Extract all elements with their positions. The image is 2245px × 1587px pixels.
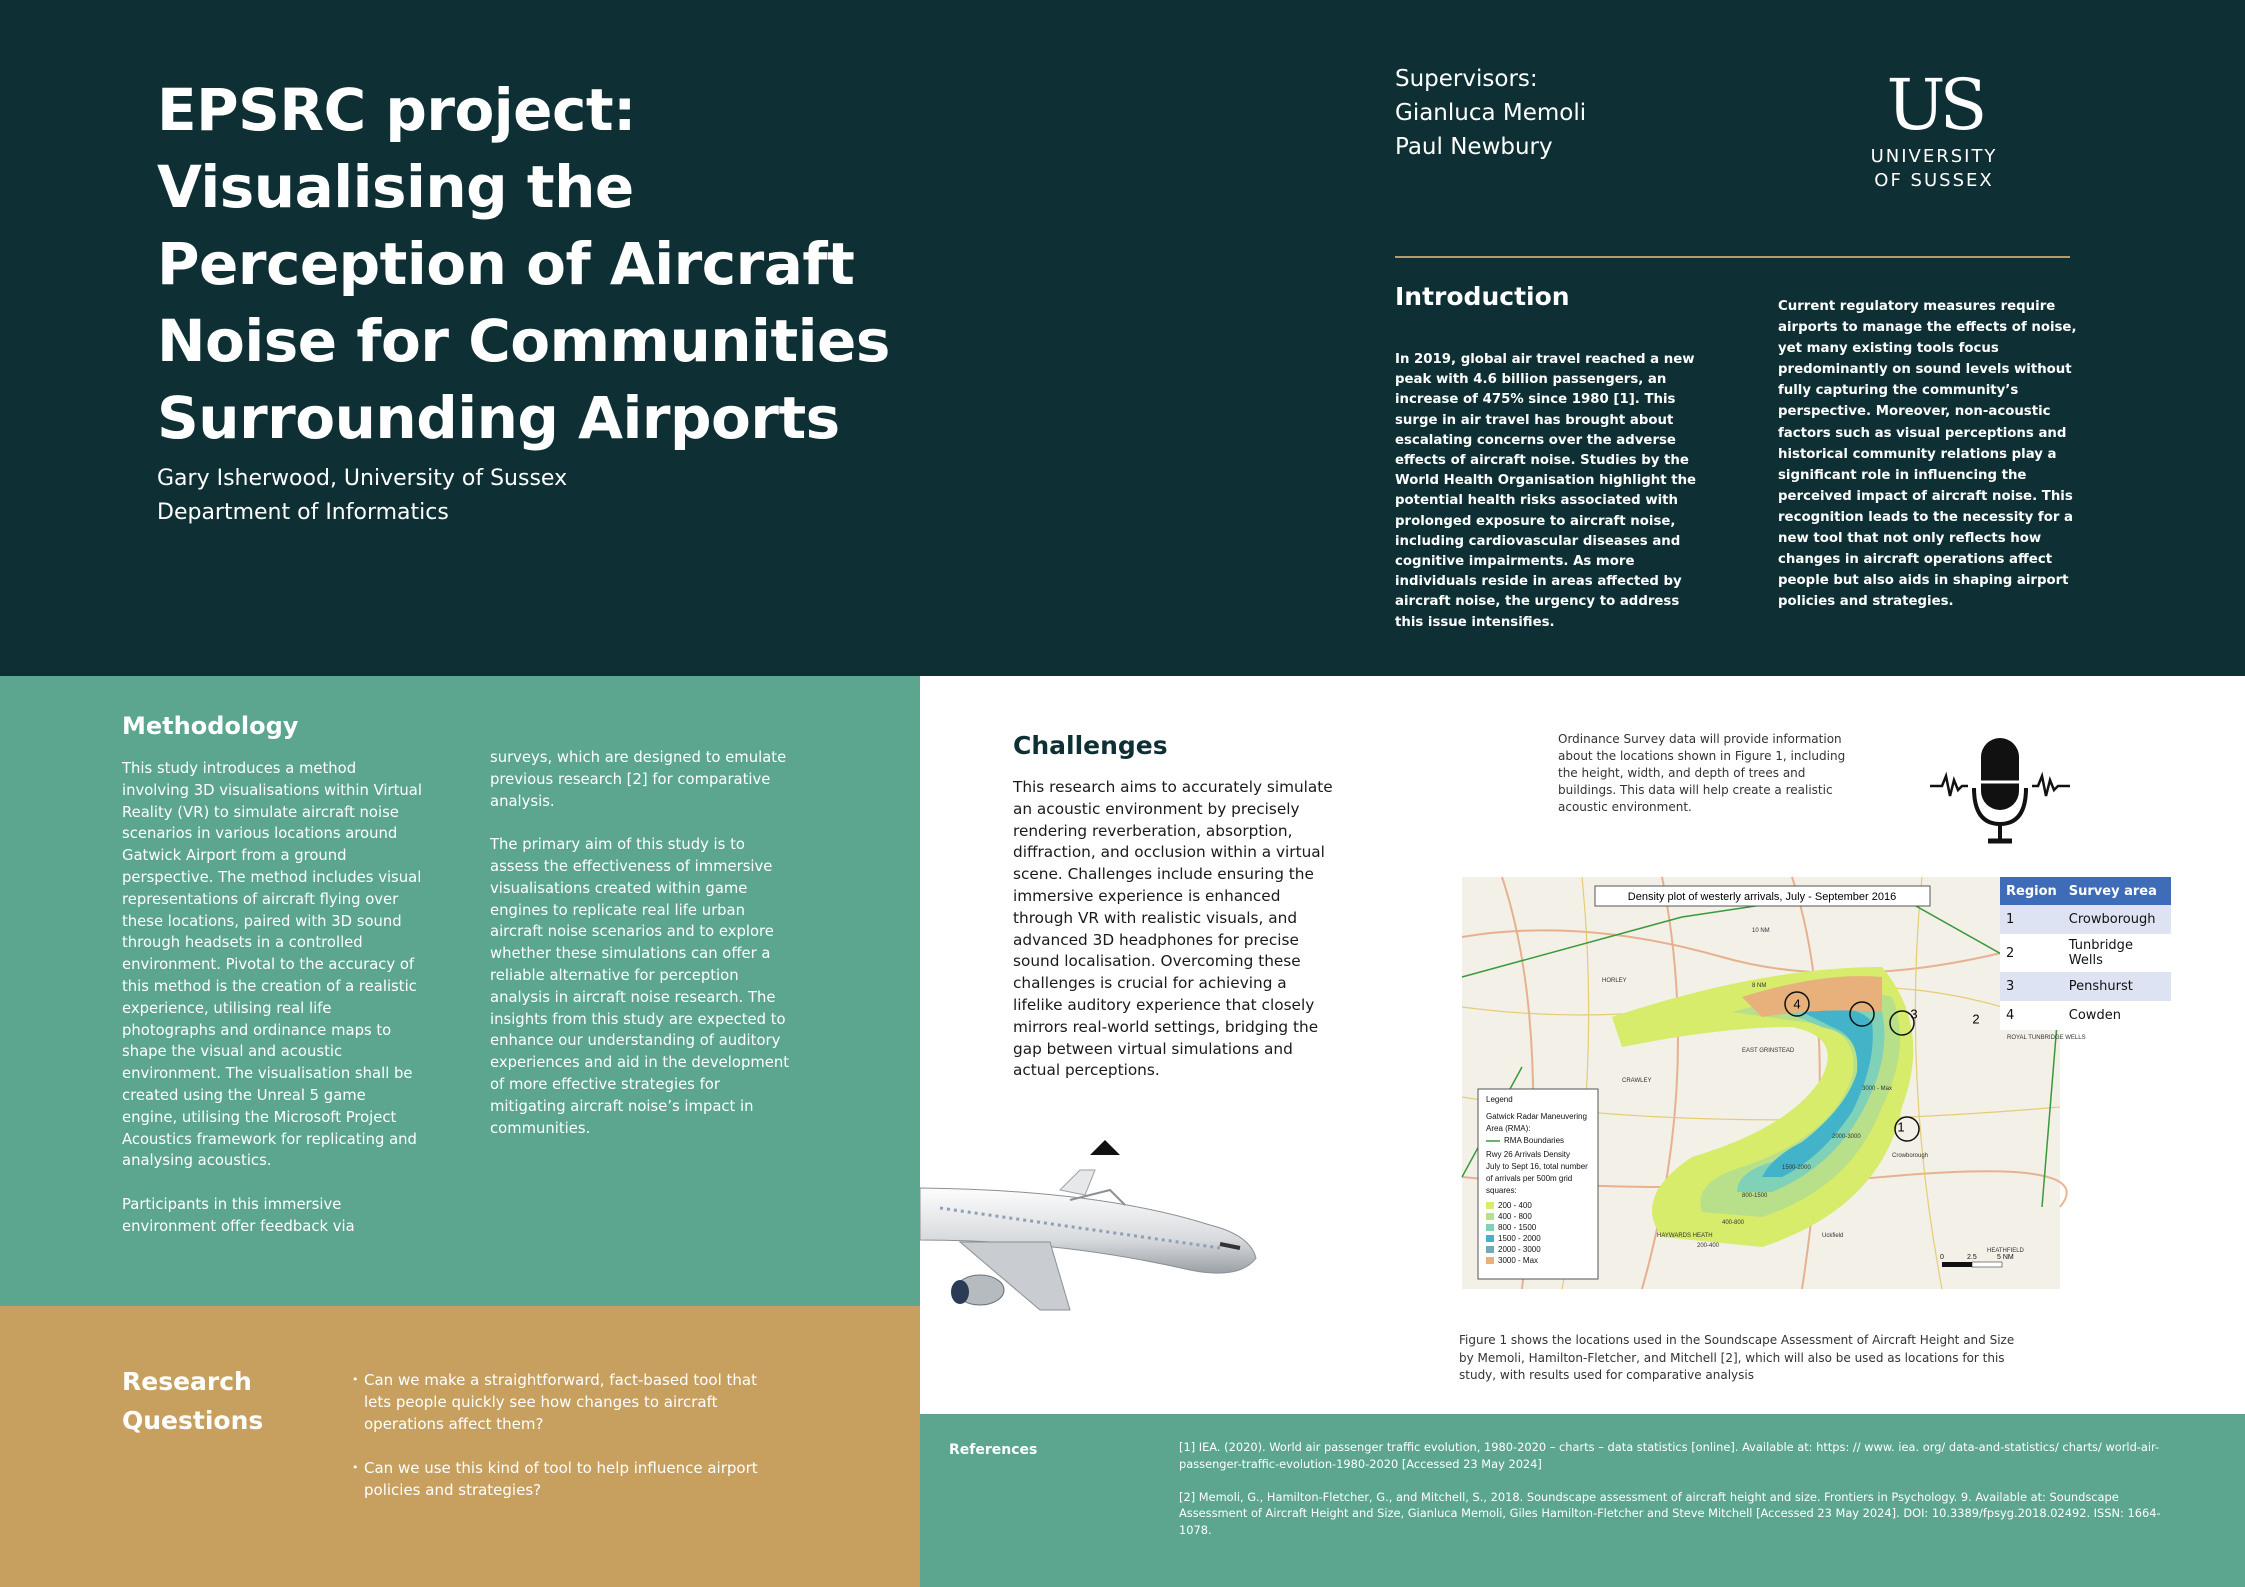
supervisors-label: Supervisors: (1395, 66, 1538, 92)
table-row (2000, 972, 2171, 1001)
scale-label: 0 (1940, 1254, 1944, 1261)
challenges-heading: Challenges (1013, 731, 1168, 760)
map-label: 3000 - Max (1862, 1086, 1893, 1092)
table-cell: Crowborough (2063, 905, 2171, 934)
map-title: Density plot of westerly arrivals, July - September 2016 (1627, 891, 1897, 903)
title-line: Noise for Communities (157, 307, 890, 375)
map-label: HAYWARDS HEATH (1657, 1233, 1713, 1239)
legend-item-label: 200 - 400 (1498, 1201, 1532, 1210)
divider (1395, 256, 2070, 258)
airplane-illustration (920, 1130, 1320, 1330)
table-cell: Penshurst (2063, 972, 2171, 1001)
legend-swatch (1486, 1235, 1494, 1242)
table-cell: 2 (2000, 934, 2063, 972)
legend-item-label: 1500 - 2000 (1498, 1234, 1541, 1243)
legend-text: Rwy 26 Arrivals Density (1486, 1150, 1571, 1159)
table-cell: Tunbridge Wells (2063, 934, 2171, 972)
legend-swatch (1486, 1213, 1494, 1220)
methodology-heading: Methodology (122, 712, 299, 740)
supervisor-name: Gianluca Memoli (1395, 100, 1587, 126)
table-row (2000, 905, 2171, 934)
references-list (1179, 1439, 2179, 1555)
map-label: 200-400 (1697, 1243, 1720, 1249)
methodology-section (0, 676, 920, 1306)
title-line: Surrounding Airports (157, 384, 840, 452)
map-label: 8 NM (1752, 983, 1767, 989)
supervisor-name: Paul Newbury (1395, 134, 1553, 160)
scale-label: 2.5 (1967, 1254, 1977, 1261)
legend-text: Area (RMA): (1486, 1124, 1531, 1133)
references-heading: References (949, 1442, 1038, 1458)
map-label: Crowborough (1892, 1153, 1929, 1159)
map-label: 2000-3000 (1832, 1134, 1861, 1140)
methodology-paragraph: This study introduces a method involving 3D visualisations within Virtual Reality (VR) to simulate aircraft noise scenarios in various locations around Gatwick Airport from a ground perspective. The method includes visual representations of aircraft flying over these locations, paired with 3D sound through headsets in a controlled environment. Pivotal to the accuracy of this method is the creation of a realistic experience, utilising real life photographs and ordinance maps to shape the visual and acoustic environment. The visualisation shall be created using the Unreal 5 game engine, utilising the Microsoft Project Acoustics framework for replicating and analysing acoustics. (122, 760, 422, 1170)
table-row (2000, 1001, 2171, 1030)
map-marker-label: 1 (1897, 1119, 1905, 1135)
scale-label: 5 NM (1997, 1254, 2014, 1261)
legend-text: RMA Boundaries (1504, 1136, 1565, 1145)
legend-text: of arrivals per 500m grid (1486, 1174, 1573, 1183)
logo-text: OF SUSSEX (1874, 170, 1994, 191)
author-block (157, 462, 567, 530)
introduction-column-2: Current regulatory measures require airports to manage the effects of noise, yet many existing tools focus predominantly on sound levels without fully capturing the community’s perspective. Moreover, non-acoustic factors such as visual perceptions and historical community relations play a significant role in influencing the perceived impact of aircraft noise. This recognition leads to the necessity for a new tool that not only reflects how changes in aircraft operations affect people but also aids in shaping airport policies and strategies. (1778, 299, 2077, 610)
map-label: 800-1500 (1742, 1193, 1768, 1199)
map-marker-label: 2 (1972, 1011, 1980, 1027)
legend-swatch (1486, 1224, 1494, 1231)
research-question: • Can we make a straightforward, fact-based tool that lets people quickly see how changes to aircraft operations affect them? (352, 1369, 782, 1435)
references-section (920, 1414, 2245, 1587)
university-logo (1862, 66, 2006, 192)
methodology-paragraph: surveys, which are designed to emulate previous research [2] for comparative analysis. (490, 749, 787, 810)
author-department: Department of Informatics (157, 500, 449, 525)
legend-item-label: 800 - 1500 (1498, 1223, 1537, 1232)
title-line: Visualising the (157, 153, 634, 221)
map-label: CRAWLEY (1622, 1078, 1652, 1084)
challenges-text: This research aims to accurately simulate an acoustic environment by precisely rendering reverberation, absorption, diffraction, and occlusion within a virtual scene. Challenges include ensuring the immersive experience is enhanced through VR with realistic visuals, and advanced 3D headphones for precise sound localisation. Overcoming these challenges is crucial for achieving a lifelike auditory experience that closely mirrors real-world settings, bridging the gap between virtual simulations and actual perceptions. (1013, 778, 1333, 1080)
table-cell: Cowden (2063, 1001, 2171, 1030)
author-name: Gary Isherwood, University of Sussex (157, 466, 568, 491)
poster-header (0, 0, 2245, 676)
reference-item: [1] IEA. (2020). World air passenger traffic evolution, 1980-2020 – charts – data statistics [online]. Available at: https: // www. iea. org/ data-and-statistics/ charts/ world-air-passenger-traffic-evolution-1980-2020 [Accessed 23 May 2024] (1179, 1440, 2160, 1471)
legend-title: Legend (1486, 1095, 1513, 1104)
legend-text: July to Sept 16, total number (1486, 1162, 1588, 1171)
map-label: 400-800 (1722, 1220, 1745, 1226)
reference-item: [2] Memoli, G., Hamilton-Fletcher, G., and Mitchell, S., 2018. Soundscape assessment of aircraft height and size. Frontiers in Psychology. 9. Available at: Soundscape Assessment of Aircraft Height and Size, Gianluca Memoli, Giles Hamilton-Fletcher and Steve Mitchell [Accessed 23 May 2024]. DOI: 10.3389/fpsyg.2018.02492. ISSN: 1664-1078. (1179, 1489, 2161, 1538)
ordnance-survey-text: Ordinance Survey data will provide information about the locations shown in Figure 1, including the height, width, and depth of trees and buildings. This data will help create a realistic acoustic environment. (1558, 732, 1846, 814)
legend-swatch (1486, 1246, 1494, 1253)
research-question: • Can we use this kind of tool to help influence airport policies and strategies? (352, 1457, 782, 1501)
microphone-icon (1930, 730, 2070, 850)
legend-text: Gatwick Radar Maneuvering (1486, 1112, 1587, 1121)
title-line: EPSRC project: (157, 76, 636, 144)
legend-swatch (1486, 1257, 1494, 1264)
table-cell: 4 (2000, 1001, 2063, 1030)
research-questions-section (0, 1306, 920, 1587)
map-marker-label: 4 (1793, 996, 1801, 1012)
map-label: ROYAL TUNBRIDGE WELLS (2007, 1035, 2086, 1041)
map-label: EAST GRINSTEAD (1742, 1048, 1795, 1054)
research-questions-list (352, 1369, 782, 1523)
legend-item-label: 3000 - Max (1498, 1256, 1539, 1265)
introduction-heading: Introduction (1395, 282, 1570, 311)
region-table (2000, 877, 2171, 1030)
methodology-column-2 (490, 747, 790, 1161)
logo-mark: US (1886, 64, 1982, 146)
map-label: HORLEY (1602, 978, 1627, 984)
title-line: Perception of Aircraft (157, 230, 855, 298)
legend-text: squares: (1486, 1186, 1517, 1195)
research-questions-heading: Research Questions (122, 1367, 264, 1435)
map-marker-label: 3 (1910, 1006, 1918, 1022)
table-header: Survey area (2063, 877, 2171, 905)
methodology-column-1 (122, 758, 422, 1259)
figure-caption: Figure 1 shows the locations used in the Soundscape Assessment of Aircraft Height and Size by Memoli, Hamilton-Fletcher, and Mitchell [2], which will also be used as locations for this study, with results used for comparative analysis (1459, 1333, 2015, 1382)
table-row (2000, 934, 2171, 972)
poster-title (157, 72, 977, 457)
map-label: 10 NM (1752, 928, 1770, 934)
table-cell: 3 (2000, 972, 2063, 1001)
table-cell: 1 (2000, 905, 2063, 934)
methodology-paragraph: The primary aim of this study is to assess the effectiveness of immersive visualisations created within game engines to replicate real life urban aircraft noise scenarios and to explore whether these simulations can offer a reliable alternative for perception analysis in aircraft noise research. The insights from this study are expected to enhance our understanding of auditory experiences and aid in the development of more effective strategies for mitigating aircraft noise’s impact in communities. (490, 836, 790, 1137)
density-map (1462, 877, 2086, 1289)
legend-item-label: 2000 - 3000 (1498, 1245, 1541, 1254)
legend-swatch (1486, 1202, 1494, 1209)
logo-text: UNIVERSITY (1870, 146, 1998, 167)
map-label: Uckfield (1822, 1233, 1844, 1239)
legend-item-label: 400 - 800 (1498, 1212, 1532, 1221)
map-label: HEATHFIELD (1987, 1248, 2024, 1254)
table-header: Region (2000, 877, 2063, 905)
map-label: 1500-2000 (1782, 1165, 1811, 1171)
introduction-column-1: In 2019, global air travel reached a new peak with 4.6 billion passengers, an increase of 475% since 1980 [1]. This surge in air travel has brought about escalating concerns over the adverse effects of aircraft noise. Studies by the World Health Organisation highlight the potential health risks associated with prolonged exposure to aircraft noise, including cardiovascular diseases and cognitive impairments. As more individuals reside in areas affected by aircraft noise, the urgency to address this issue intensifies. (1395, 352, 1697, 630)
methodology-paragraph: Participants in this immersive environment offer feedback via (122, 1195, 355, 1235)
supervisors-block (1395, 62, 1586, 164)
